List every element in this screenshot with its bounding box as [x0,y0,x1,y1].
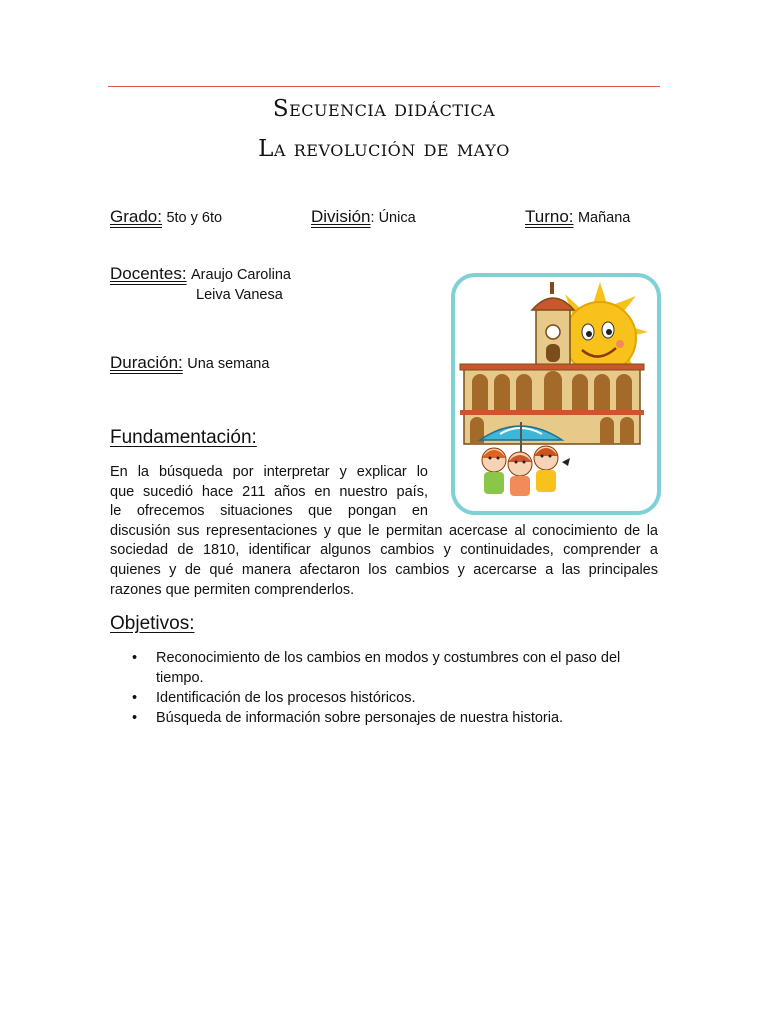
duracion-value: Una semana [187,356,270,372]
objetivos-list [110,648,662,728]
document-subtitle: La revolución de mayo [258,136,510,162]
docentes-label: Docentes: [110,264,187,283]
division-field [311,207,416,227]
grado-field [110,207,222,227]
document-title: Secuencia didáctica [272,96,496,122]
docente-2: Leiva Vanesa [196,287,283,303]
fundamentacion-narrow-line-1: En la búsqueda por interpretar y explicar lo [110,464,428,480]
grado-label: Grado: [110,207,162,226]
duracion-label: Duración: [110,353,183,372]
turno-label: Turno: [525,207,574,226]
objetivos-heading: Objetivos: [110,613,195,634]
division-value: : Única [370,210,416,226]
turno-field [525,207,630,227]
objetivo-item: • Búsqueda de información sobre personajes de nuestra historia. [110,708,662,728]
fundamentacion-text: discusión sus representaciones y que le permitan acercase al conocimiento de la sociedad de 1810, identificar algunos cambios y continuidades, comprender a quienes y de qué manera afectaron los cambios y acercarse a las principales razones que permiten comprenderlos. [110,522,658,598]
fundamentacion-narrow-line-2: que sucedió hace 211 años en nuestro país, [110,483,428,500]
fundamentacion-heading: Fundamentación: [110,427,257,448]
turno-value: Mañana [577,210,631,226]
objetivo-item: • Identificación de los procesos históricos. [110,688,662,708]
fundamentacion-narrow-line-3: le ofrecemos situaciones que pongan en [110,503,428,520]
top-divider [108,86,660,87]
objetivo-item: • Reconocimiento de los cambios en modos y costumbres con el paso del tiempo. [110,648,662,688]
cabildo-illustration [450,272,662,516]
duracion-field [110,353,269,373]
docente-1: Araujo Carolina [191,267,291,283]
docentes-field [110,264,291,284]
division-label: División [311,207,371,226]
grado-value: 5to y 6to [166,210,223,226]
